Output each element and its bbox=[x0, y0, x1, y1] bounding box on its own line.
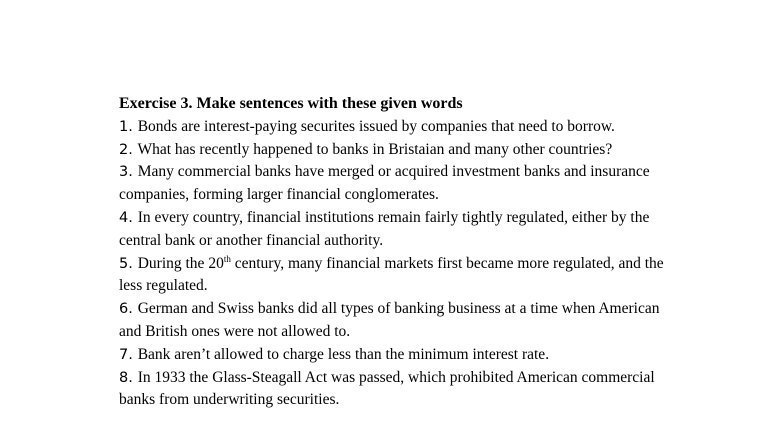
item-number: 4. bbox=[119, 209, 133, 226]
item-number: 3. bbox=[119, 164, 133, 181]
item-text-before: During the 20 bbox=[137, 254, 224, 272]
item-number: 8. bbox=[119, 369, 133, 386]
item-text: In every country, financial institutions remain fairly tightly regulated, either by the central bank or another financial authority. bbox=[119, 208, 650, 249]
item-text: Bank aren’t allowed to charge less than the minimum interest rate. bbox=[137, 345, 550, 363]
item-number: 6. bbox=[119, 301, 133, 318]
item-number: 1. bbox=[119, 118, 133, 135]
exercise-item-6 bbox=[119, 298, 679, 344]
exercise-item-5 bbox=[119, 253, 679, 299]
item-text: Many commercial banks have merged or acquired investment banks and insurance companies, forming larger financial conglomerates. bbox=[119, 163, 650, 204]
item-number: 7. bbox=[119, 346, 133, 363]
item-superscript: th bbox=[223, 253, 231, 264]
item-text: What has recently happened to banks in Bristaian and many other countries? bbox=[137, 140, 613, 158]
exercise-item-4 bbox=[119, 207, 679, 253]
item-number: 5. bbox=[119, 255, 133, 272]
exercise-item-7 bbox=[119, 344, 679, 367]
item-text: Bonds are interest-paying securites issued by companies that need to borrow. bbox=[137, 117, 615, 135]
item-text: German and Swiss banks did all types of banking business at a time when American and British ones were not allowed to. bbox=[119, 300, 660, 340]
exercise-item-8 bbox=[119, 367, 679, 413]
exercise-title: Exercise 3. Make sentences with these given words bbox=[119, 95, 463, 112]
exercise-item-3 bbox=[119, 161, 679, 207]
item-text-after: century, many financial markets first became more regulated, and the less regulated. bbox=[119, 254, 664, 295]
item-text: In 1933 the Glass-Steagall Act was passed, which prohibited American commercial banks from underwriting securities. bbox=[119, 368, 655, 409]
exercise-item-2 bbox=[119, 139, 679, 162]
exercise-content bbox=[119, 93, 679, 412]
item-number: 2. bbox=[119, 141, 133, 158]
exercise-item-1 bbox=[119, 116, 679, 139]
